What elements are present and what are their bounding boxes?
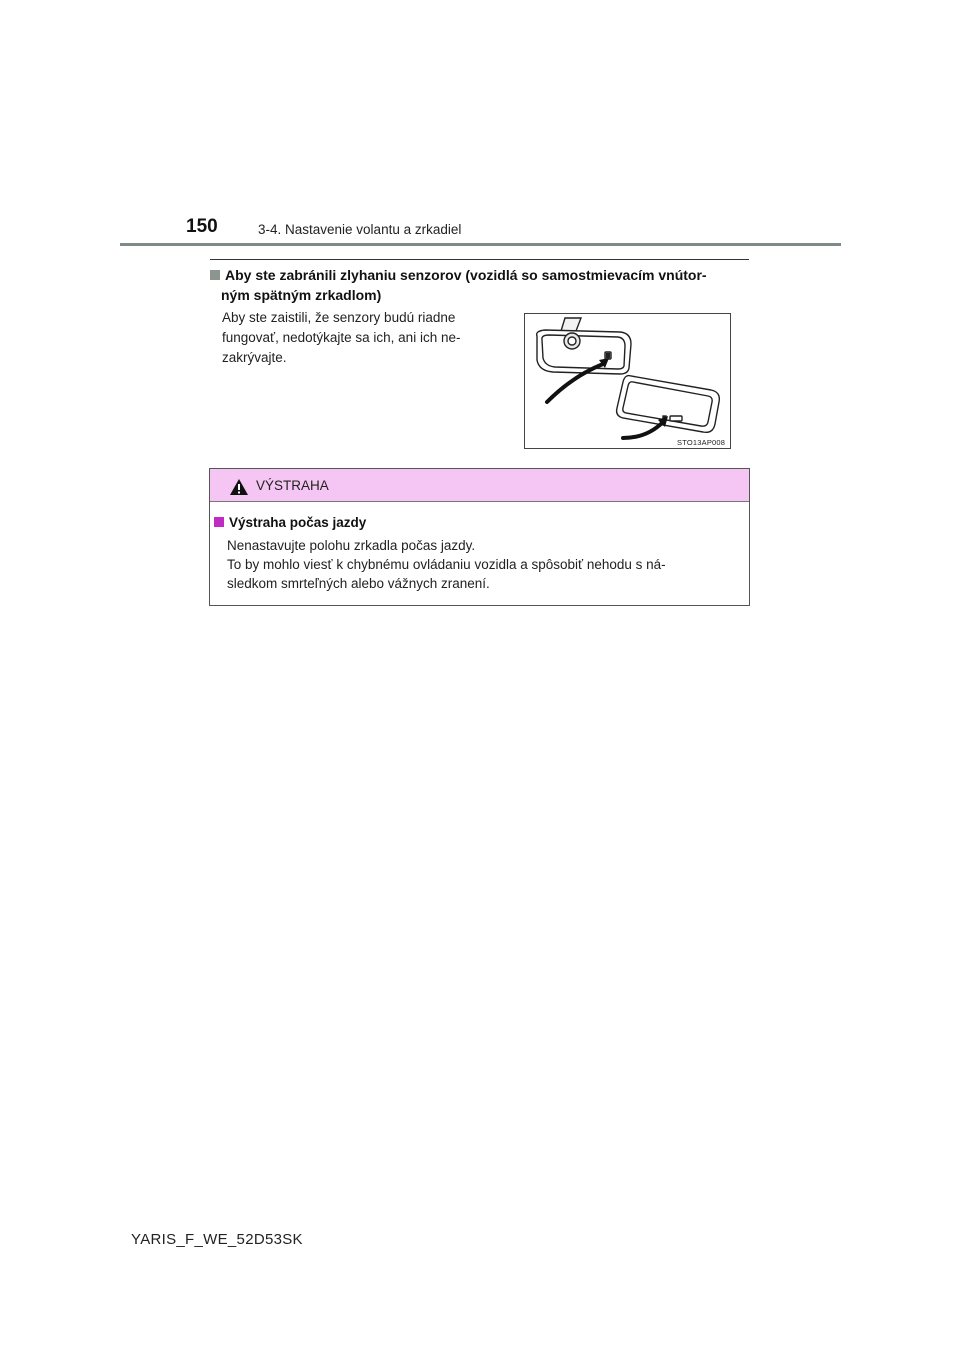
body-line-1: Aby ste zaistili, že senzory budú riadne (222, 310, 456, 325)
page-number: 150 (186, 216, 218, 237)
warning-line-3: sledkom smrteľných alebo vážnych zranení. (227, 576, 490, 591)
warning-item-title-text: Výstraha počas jazdy (229, 515, 367, 530)
header-divider (120, 243, 841, 246)
figure-code: STO13AP008 (677, 438, 726, 447)
rear-view-mirror-icon (525, 314, 730, 448)
section-body (222, 308, 504, 368)
body-line-3: zakrývajte. (222, 350, 287, 365)
warning-triangle-icon (229, 478, 249, 496)
warning-line-2: To by mohlo viesť k chybnému ovládaniu vozidla a spôsobiť nehodu s ná- (227, 557, 666, 572)
warning-line-1: Nenastavujte polohu zrkadla počas jazdy. (227, 538, 476, 553)
section-heading-line1: Aby ste zabránili zlyhaniu senzorov (vozidlá so samostmievacím vnútor- (225, 267, 707, 283)
chapter-title: 3-4. Nastavenie volantu a zrkadiel (258, 222, 462, 237)
warning-text (227, 536, 742, 593)
document-code: YARIS_F_WE_52D53SK (131, 1231, 303, 1248)
section-bullet-icon (210, 270, 220, 280)
section-heading (210, 265, 755, 305)
warning-box (209, 468, 750, 606)
warning-title: VÝSTRAHA (256, 478, 329, 493)
warning-header (210, 469, 749, 502)
warning-item-title (214, 515, 366, 530)
mirror-figure (524, 313, 731, 449)
section-divider (210, 259, 749, 260)
section-heading-line2: ným spätným zrkadlom) (221, 287, 382, 303)
body-line-2: fungovať, nedotýkajte sa ich, ani ich ne- (222, 330, 461, 345)
warning-bullet-icon (214, 517, 224, 527)
